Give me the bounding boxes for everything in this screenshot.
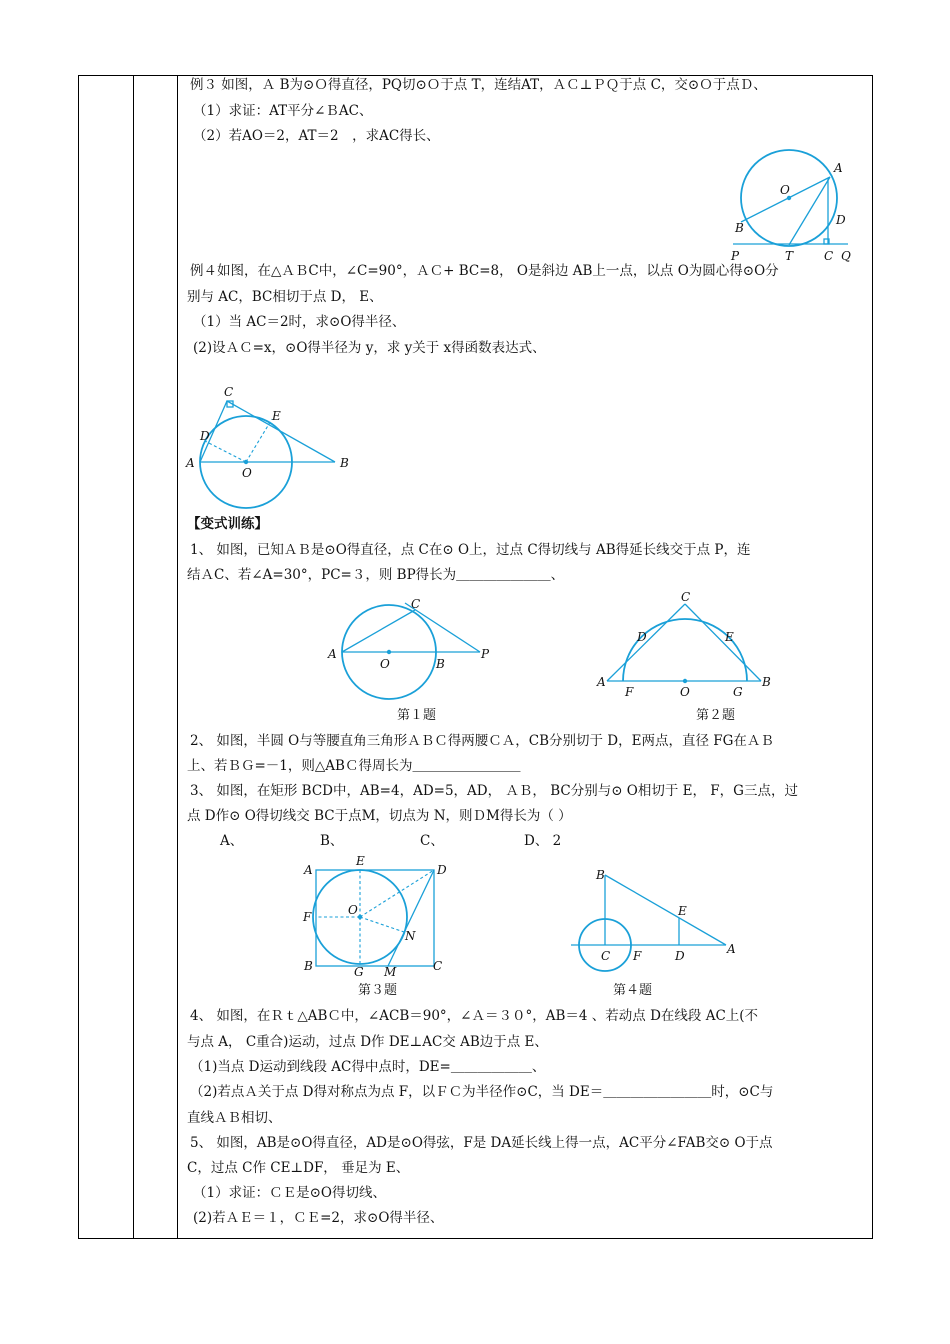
- ex3-line1: 例３ 如图，Ａ B为⊙Ｏ得直径，PQ切⊙Ｏ于点 T，连结AT，ＡＣ⊥ＰＱ于点 C，交⊙Ｏ于点Ｄ、: [190, 77, 767, 93]
- q2-line2: [187, 757, 520, 775]
- fig3-label-F: F: [303, 910, 312, 924]
- q5-line4: (2)若ＡＥ＝１，ＣＥ=2，求⊙O得半径、: [193, 1210, 444, 1226]
- fig4-caption: 第４题: [613, 983, 653, 998]
- ex3-label-T: T: [785, 249, 794, 263]
- fig4-label-E: E: [678, 904, 687, 918]
- ex4-figure: [180, 383, 355, 513]
- q2-line2-text: 上、若ＢＧ=－1，则△ABＣ得周长为: [187, 758, 413, 774]
- q4-line3: [190, 1058, 545, 1076]
- fig3-label-D: D: [437, 863, 447, 877]
- ex3-line2: （1）求证：AT平分∠ＢAC、: [193, 103, 373, 119]
- fig2-label-F: F: [625, 685, 634, 699]
- q3-line1: 3、 如图，在矩形 BCD中，AB=4，AD=5，AD， ＡＢ， BC分别与⊙ O相切于 E， F，G三点，过: [190, 783, 798, 799]
- ex4-line2: 别与 AC，BC相切于点 D， E、: [187, 289, 383, 305]
- fig2-label-O: O: [680, 685, 690, 699]
- q1-blank: ＿＿＿＿＿＿＿: [456, 567, 551, 583]
- fig4-label-C: C: [601, 949, 611, 963]
- q4-line5: 直线ＡＢ相切、: [187, 1110, 282, 1126]
- q3-option-a: A、: [220, 833, 244, 849]
- figure-4: [566, 865, 746, 977]
- q5-line2: C，过点 C作 CE⊥DF， 垂足为 E、: [187, 1160, 410, 1176]
- fig3-label-N: N: [405, 929, 416, 943]
- ex3-line3: （2）若AO＝2，AT＝2 ，求AC得长、: [193, 128, 440, 144]
- ex3-label-O: O: [780, 183, 790, 197]
- q1-line1: 1、 如图，已知ＡＢ是⊙O得直径，点 C在⊙ O上，过点 C得切线与 AB得延长线交于点 P，连: [190, 542, 751, 558]
- fig3-caption: 第３题: [358, 983, 398, 998]
- q3-option-c: C、: [420, 833, 444, 849]
- fig4-label-B: B: [596, 868, 605, 882]
- q3-option-d: D、 2: [524, 833, 562, 849]
- q5-line3: （1）求证：ＣＥ是⊙O得切线、: [193, 1185, 386, 1201]
- ex4-label-E: E: [272, 409, 281, 423]
- fig3-label-G: G: [354, 965, 364, 979]
- fig2-label-A: A: [597, 675, 606, 689]
- fig2-label-E: E: [725, 630, 734, 644]
- fig2-label-D: D: [637, 630, 647, 644]
- q4-line4-text: （2)若点Ａ关于点 D得对称点为点 F，以ＦＣ为半径作⊙C，当 DE＝: [190, 1084, 604, 1100]
- section-title: 【变式训练】: [187, 516, 268, 532]
- fig3-label-M: M: [384, 965, 397, 979]
- ex4-label-A: A: [186, 456, 195, 470]
- figure-2: [595, 588, 775, 708]
- fig3-label-A: A: [304, 863, 313, 877]
- ex3-label-B: B: [735, 221, 744, 235]
- q4-line4-end: 时，⊙C与: [711, 1084, 774, 1100]
- ex3-label-P: P: [731, 249, 740, 263]
- figure-3: [298, 852, 458, 980]
- q3-line2: 点 D作⊙ O得切线交 BC于点M，切点为 N，则ＤM得长为（ ）: [187, 808, 572, 824]
- fig4-label-D: D: [675, 949, 685, 963]
- ex4-line4: (2)设ＡＣ=x，⊙O得半径为 y，求 y关于 x得函数表达式、: [193, 340, 546, 356]
- ex4-label-B: B: [340, 456, 349, 470]
- fig1-caption: 第１题: [397, 708, 437, 723]
- q3-option-b: B、: [320, 833, 344, 849]
- q1-line2: [187, 566, 564, 584]
- fig3-label-O: O: [348, 903, 358, 917]
- ex3-label-D: D: [836, 213, 846, 227]
- ex4-label-D: D: [200, 429, 210, 443]
- ex3-label-Q: Q: [841, 249, 851, 263]
- ex3-figure: [728, 150, 853, 265]
- q1-line2-text: 结ＡC、若∠A=30°，PC=３，则 BP得长为: [187, 567, 457, 583]
- q5-line1: 5、 如图，AB是⊙O得直径，AD是⊙O得弦，F是 DA延长线上得一点，AC平分∠FAB交⊙ O于点: [190, 1135, 773, 1151]
- fig2-label-B: B: [762, 675, 771, 689]
- fig1-label-P: P: [481, 647, 490, 661]
- fig2-label-C: C: [681, 590, 691, 604]
- ex4-line1: 例４如图，在△ＡＢC中，∠C=90°，ＡＣ+ BC=8， O是斜边 AB上一点，以点 O为圆心得⊙O分: [190, 263, 779, 279]
- figure-1: [325, 588, 500, 708]
- fig4-label-A: A: [727, 942, 736, 956]
- fig1-label-C: C: [411, 597, 421, 611]
- q2-line1: 2、 如图，半圆 O与等腰直角三角形ＡＢＣ得两腰ＣＡ，CB分别切于 D，E两点，直径 FG在ＡＢ: [190, 733, 774, 749]
- ex4-label-O: O: [242, 466, 252, 480]
- q4-line3-blank: ＿＿＿＿＿＿: [450, 1059, 532, 1075]
- fig4-label-F: F: [633, 949, 642, 963]
- q1-end: 、: [550, 567, 565, 583]
- q4-line4-blank: ＿＿＿＿＿＿＿＿: [603, 1084, 712, 1100]
- fig3-label-E: E: [356, 854, 365, 868]
- fig3-label-C: C: [433, 959, 443, 973]
- fig2-label-G: G: [733, 685, 743, 699]
- fig3-label-B: B: [304, 959, 313, 973]
- q2-blank: ＿＿＿＿＿＿＿＿: [412, 758, 521, 774]
- fig1-label-A: A: [328, 647, 337, 661]
- fig1-label-B: B: [436, 657, 445, 671]
- q4-line3-text: （1)当点 D运动到线段 AC得中点时，DE=: [190, 1059, 451, 1075]
- fig1-label-O: O: [380, 657, 390, 671]
- q4-line3-end: 、: [531, 1059, 546, 1075]
- ex3-label-C: C: [824, 249, 834, 263]
- q4-line2: 与点 A， C重合)运动，过点 D作 DE⊥AC交 AB边于点 E、: [187, 1034, 548, 1050]
- q4-line1: 4、 如图，在Ｒｔ△ABＣ中，∠ACB＝90°，∠Ａ＝３０°，AB＝4 、若动点 D在线段 AC上(不: [190, 1008, 759, 1024]
- ex4-label-C: C: [224, 385, 234, 399]
- ex4-line3: （1）当 AC＝2时，求⊙O得半径、: [193, 314, 406, 330]
- fig2-caption: 第２题: [696, 708, 736, 723]
- q4-line4: [190, 1083, 773, 1101]
- ex3-label-A: A: [834, 161, 843, 175]
